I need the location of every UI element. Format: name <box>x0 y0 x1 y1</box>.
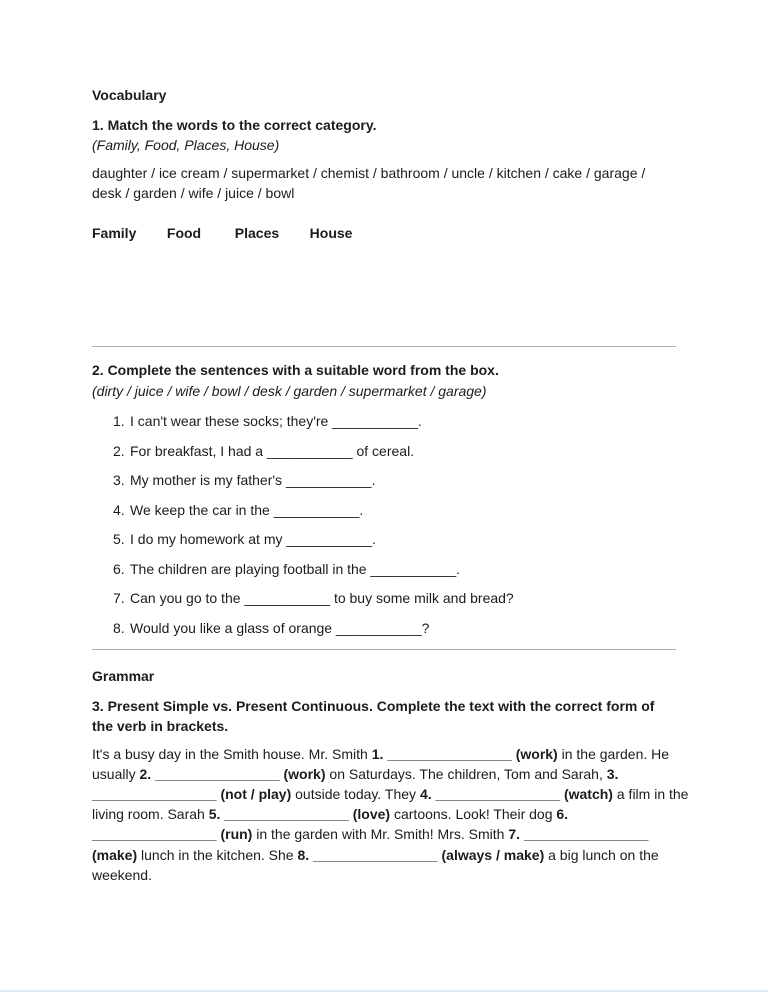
item-number: 4. <box>113 501 125 518</box>
list-item <box>92 529 676 549</box>
category-header-food: Food <box>166 225 202 241</box>
item-number: 7. <box>113 590 125 606</box>
exercise2-item-list <box>92 411 676 638</box>
item-text: Can you go to the ___________ to buy some milk and bread? <box>130 590 514 606</box>
list-item <box>92 470 676 490</box>
exercise2-word-box: (dirty / juice / wife / bowl / desk / garden / supermarket / garage) <box>92 383 487 399</box>
list-item <box>92 559 676 579</box>
exercise1-categories-hint: (Family, Food, Places, House) <box>92 137 280 153</box>
grammar-section-title: Grammar <box>92 667 155 684</box>
worksheet-page <box>92 85 689 885</box>
item-number: 1. <box>113 413 125 429</box>
item-number: 6. <box>113 560 125 577</box>
paragraph-line: usually 2. ________________ (work) on Saturdays. The children, Tom and Sarah, 3. <box>92 765 619 782</box>
exercise1-heading: 1. Match the words to the correct category. <box>92 117 377 133</box>
paragraph-line: ________________ (run) in the garden with Mr. Smith! Mrs. Smith 7. ________________ <box>92 826 649 843</box>
item-text: For breakfast, I had a ___________ of cereal. <box>130 442 415 459</box>
item-text: The children are playing football in the ___________. <box>130 560 461 577</box>
vocabulary-section-title: Vocabulary <box>92 87 167 103</box>
list-item <box>92 588 676 608</box>
paragraph-line: ________________ (not / play) outside today. They 4. ________________ (watch) a film in the <box>92 785 689 802</box>
section-divider-2 <box>92 649 676 650</box>
item-text: I can't wear these socks; they're ___________. <box>130 413 422 429</box>
category-header-places: Places <box>234 225 280 241</box>
category-header-row <box>92 223 676 243</box>
item-number: 8. <box>113 619 125 636</box>
paragraph-line: (make) lunch in the kitchen. She 8. ________________ (always / make) a big lunch on the <box>92 846 659 863</box>
item-number: 5. <box>113 531 125 547</box>
list-item <box>92 500 676 520</box>
item-number: 2. <box>113 442 125 459</box>
exercise1-word-bank: daughter / ice cream / supermarket / chemist / bathroom / uncle / kitchen / cake / garage / desk / garden / wife / juice / bowl <box>92 165 646 201</box>
list-item <box>92 411 676 431</box>
list-item <box>92 618 676 638</box>
exercise3-heading: 3. Present Simple vs. Present Continuous. Complete the text with the correct form of the verb in brackets. <box>92 697 655 734</box>
category-header-house: House <box>309 225 353 241</box>
section-divider-1 <box>92 346 676 347</box>
grammar-paragraph <box>92 744 689 885</box>
item-text: My mother is my father's ___________. <box>130 472 376 488</box>
item-text: I do my homework at my ___________. <box>130 531 376 547</box>
item-number: 3. <box>113 472 125 488</box>
paragraph-line: weekend. <box>92 866 152 883</box>
item-text: We keep the car in the ___________. <box>130 501 364 518</box>
category-header-family: Family <box>92 225 137 241</box>
list-item <box>92 441 676 461</box>
page-bottom-edge <box>0 990 768 992</box>
paragraph-line: living room. Sarah 5. ________________ (love) cartoons. Look! Their dog 6. <box>92 806 569 823</box>
item-text: Would you like a glass of orange ___________? <box>130 619 430 636</box>
exercise2-heading: 2. Complete the sentences with a suitable word from the box. <box>92 362 499 378</box>
paragraph-line: It's a busy day in the Smith house. Mr. Smith 1. ________________ (work) in the garden. He <box>92 745 670 762</box>
